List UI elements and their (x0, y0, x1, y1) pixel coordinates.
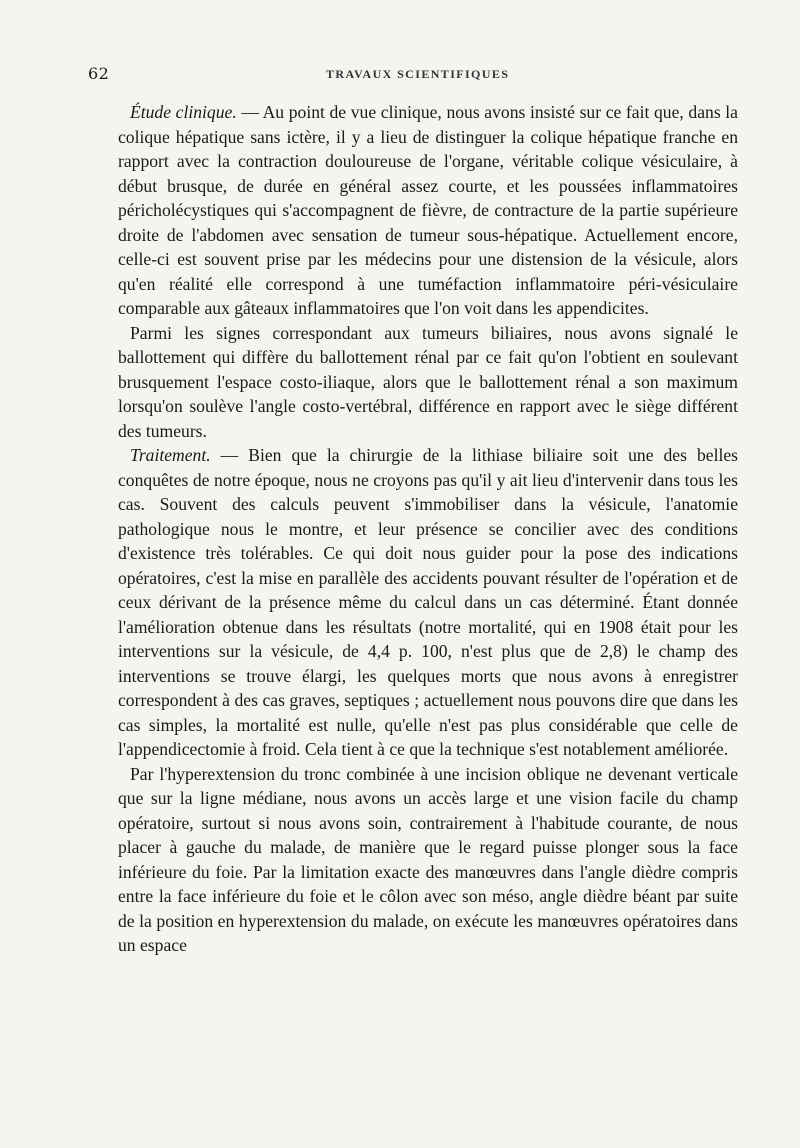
paragraph-text: — Bien que la chirurgie de la lithiase biliaire soit une des belles conquêtes de notre époque, nous ne croyons pas qu'il y ait lieu d'intervenir dans tous les cas. Souvent des calculs peuvent s'immobiliser dans la vésicule, l'anatomie pathologique nous le montre, et leur présence se concilier avec des conditions d'existence très tolérables. Ce qui doit nous guider pour la pose des indications opératoires, c'est la mise en parallèle des accidents pouvant résulter de l'opération et de ceux dérivant de la présence même du calcul dans un cas déterminé. Étant donnée l'amélioration obtenue dans les résultats (notre mortalité, qui en 1908 était pour les interventions sur la vésicule, de 4,4 p. 100, n'est plus que de 2,8) le champ des interventions se trouve élargi, les quelques morts que nous avons à enregistrer correspondent à des cas graves, septiques ; actuellement nous pouvons dire que dans les cas simples, la mortalité est nulle, qu'elle n'est pas plus considérable que celle de l'appendicectomie à froid. Cela tient à ce que la technique s'est notablement améliorée. (118, 445, 738, 759)
section-lead-treatment: Traitement. (130, 445, 211, 465)
paragraph-biliary-signs (118, 321, 738, 444)
running-title: TRAVAUX SCIENTIFIQUES (326, 67, 510, 81)
paragraph-text: — Au point de vue clinique, nous avons insisté sur ce fait que, dans la colique hépatique sans ictère, il y a lieu de distinguer la colique hépatique franche en rapport avec la contraction douloureuse de l'organe, véritable colique vésiculaire, à début brusque, de durée en général assez courte, et les poussées inflammatoires péricholécystiques qui s'accompagnent de fièvre, de contracture de la partie supérieure droite de l'abdomen avec sensation de tumeur sous-hépatique. Actuellement encore, celle-ci est souvent prise par les médecins pour une distension de la vésicule, alors qu'en réalité elle correspond à une tuméfaction inflammatoire péri-vésiculaire comparable aux gâteaux inflammatoires que l'on voit dans les appendicites. (118, 102, 738, 318)
page-header (88, 64, 740, 88)
paragraph-text: Par l'hyperextension du tronc combinée à une incision oblique ne devenant verticale que sur la ligne médiane, nous avons un accès large et une vision facile du champ opératoire, surtout si nous avons soin, contrairement à l'habitude courante, de nous placer à gauche du malade, de manière que le regard puisse plonger sous la face inférieure du foie. Par la limitation exacte des manœuvres dans l'angle dièdre compris entre la face inférieure du foie et le côlon avec son méso, angle dièdre béant par suite de la position en hyperextension du malade, on exécute les manœuvres opératoires dans un espace (118, 763, 738, 955)
paragraph-clinical-study (118, 100, 738, 321)
paragraph-text: Parmi les signes correspondant aux tumeurs biliaires, nous avons signalé le ballottement qui diffère du ballottement rénal par ce fait qu'on l'obtient en soulevant brusquement l'espace costo-iliaque, alors que le ballottement rénal a son maximum lorsqu'on soulève l'angle costo-vertébral, différence en rapport avec le siège différent des tumeurs. (118, 322, 738, 441)
paragraph-treatment (118, 443, 738, 762)
page-body (118, 100, 738, 958)
section-lead-clinical-study: Étude clinique. (130, 102, 237, 122)
paragraph-hyperextension (118, 762, 738, 958)
page-number: 62 (88, 64, 110, 83)
